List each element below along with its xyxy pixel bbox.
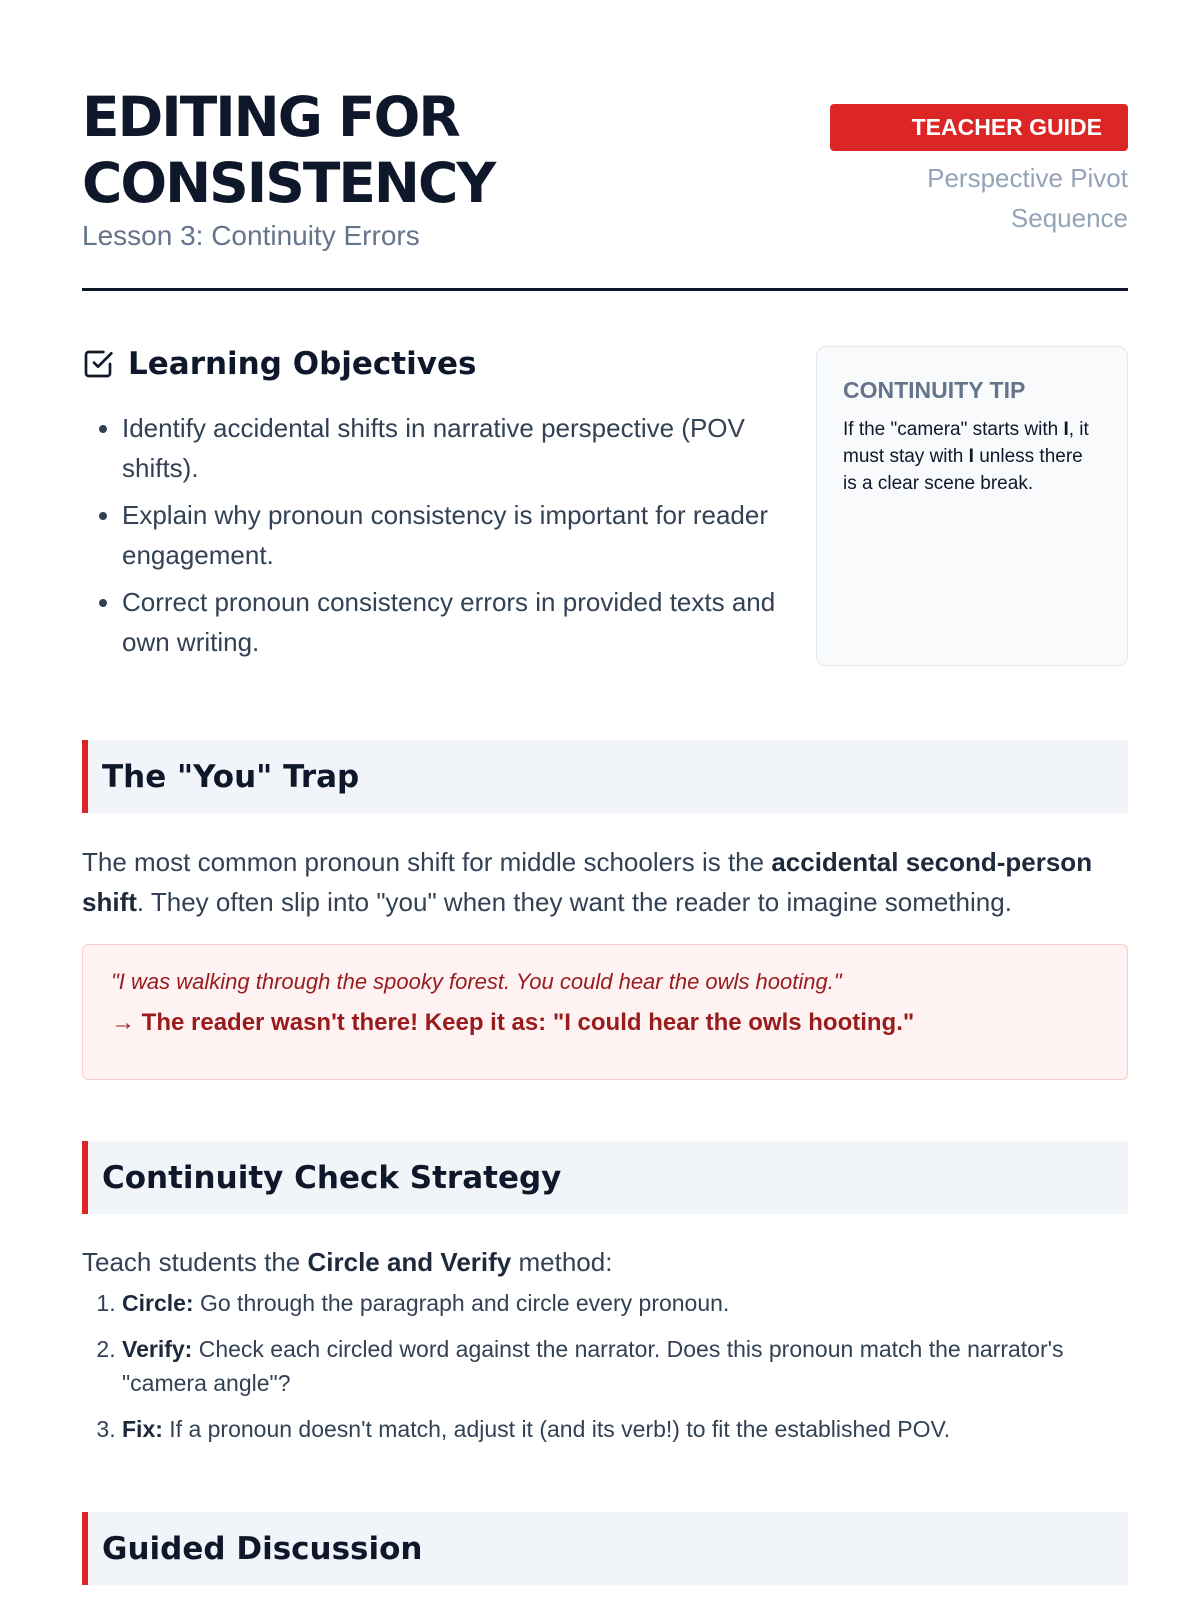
tip-bold: I: [968, 446, 974, 467]
tip-bold: I: [1063, 419, 1069, 440]
objectives-heading: [82, 346, 476, 382]
objectives-title: Learning Objectives: [128, 346, 477, 382]
strategy-steps: [82, 1286, 1122, 1458]
teacher-guide-badge: TEACHER GUIDE: [830, 104, 1128, 151]
section-you-trap: [82, 740, 1128, 813]
paragraph-text: . They often slip into "you" when they want the reader to imagine something.: [136, 887, 1012, 917]
strategy-intro: [82, 1242, 1128, 1282]
list-item: • Explain why pronoun consistency is important for reader engagement.: [122, 495, 812, 575]
step-text: If a pronoun doesn't match, adjust it (and its verb!) to fit the established POV.: [162, 1416, 951, 1442]
section-strategy: [82, 1141, 1128, 1214]
tip-text: , it must stay with: [843, 419, 1089, 467]
list-item: • Correct pronoun consistency errors in provided texts and own writing.: [122, 582, 812, 662]
step-text: Go through the paragraph and circle every pronoun.: [193, 1290, 730, 1316]
tip-text: unless there is a clear scene break.: [843, 446, 1083, 494]
example-callout: [82, 944, 1128, 1080]
step-label: Fix:: [122, 1416, 163, 1442]
sequence-name: Perspective Pivot Sequence: [927, 163, 1128, 233]
step-text: Check each circled word against the narrator. Does this pronoun match the narrator's "camera angle"?: [122, 1336, 1064, 1396]
objectives-list: [82, 408, 812, 669]
continuity-tip-card: [816, 346, 1128, 666]
tip-text: If the "camera" starts with: [843, 419, 1064, 440]
section-title: Continuity Check Strategy: [102, 1159, 562, 1196]
paragraph-bold: accidental second-person shift: [82, 847, 1093, 917]
list-item: [122, 1286, 1122, 1320]
paragraph-text: The most common pronoun shift for middle schoolers is the: [82, 847, 772, 877]
paragraph-text: Teach students the: [82, 1247, 308, 1277]
section-discussion: [82, 1512, 1128, 1585]
checkbox-icon: [82, 348, 114, 380]
step-label: Verify:: [122, 1336, 193, 1362]
list-item: [122, 1332, 1122, 1400]
tip-body: [843, 416, 1101, 497]
list-item: [122, 1412, 1122, 1446]
tip-title: CONTINUITY TIP: [843, 377, 1026, 403]
step-label: Circle:: [122, 1290, 194, 1316]
header-divider: [82, 288, 1128, 291]
you-trap-paragraph: [82, 842, 1128, 922]
lesson-subtitle: Lesson 3: Continuity Errors: [82, 220, 420, 251]
example-quote: "I was walking through the spooky forest. You could hear the owls hooting.": [111, 969, 842, 994]
page-title: EDITING FOR CONSISTENCY: [82, 85, 495, 215]
teacher-guide-page: [82, 0, 1128, 1600]
example-fix: → The reader wasn't there! Keep it as: "I could hear the owls hooting.": [111, 1009, 915, 1036]
paragraph-bold: Circle and Verify: [307, 1247, 512, 1277]
list-item: • Identify accidental shifts in narrative perspective (POV shifts).: [122, 408, 812, 488]
paragraph-text: method:: [511, 1247, 613, 1277]
section-title: The "You" Trap: [102, 758, 360, 795]
section-title: Guided Discussion: [102, 1530, 423, 1567]
